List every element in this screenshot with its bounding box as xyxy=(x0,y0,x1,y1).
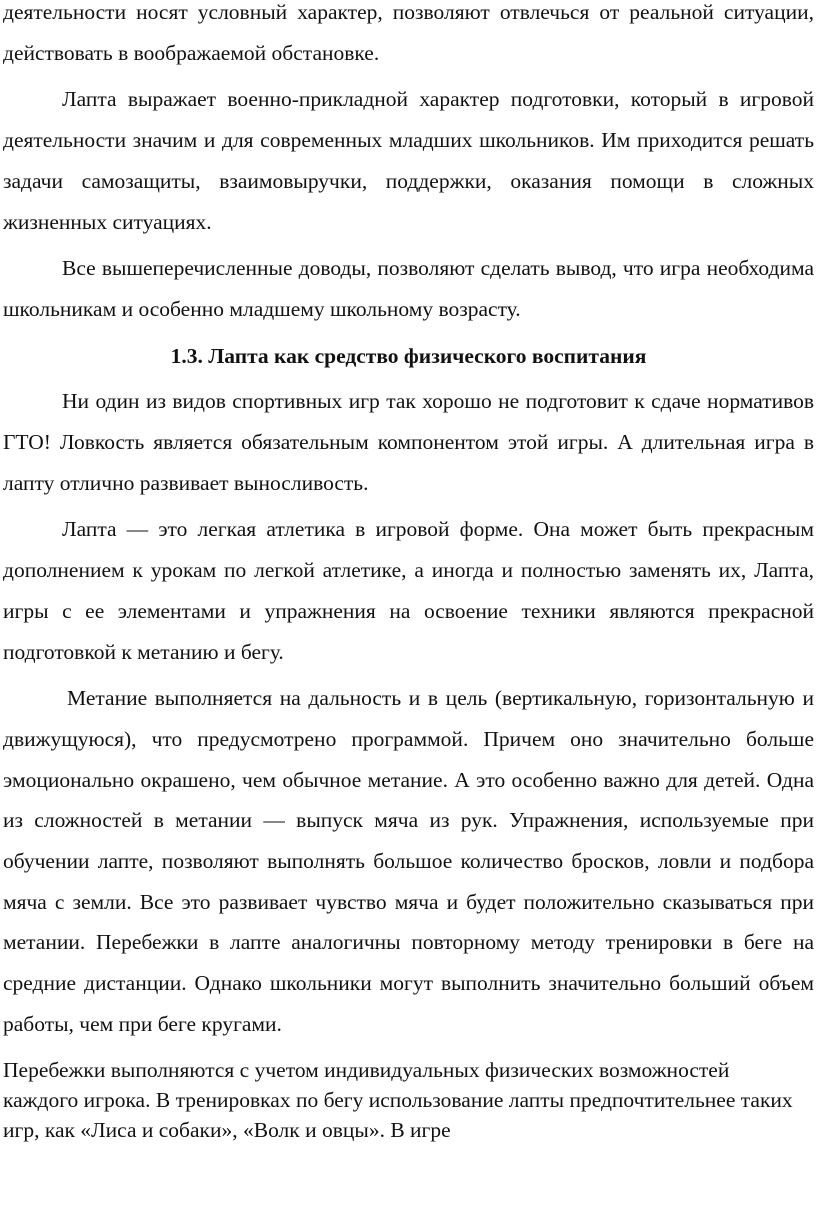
paragraph-throwing: Метание выполняется на дальность и в цель (вертикальную, горизонтальную и движущуюся), что предусмотрено программой. Причем оно значительно больше эмоционально окрашено, чем обычное метание. А это особенно важно для детей. Одна из сложностей в метании — выпуск мяча из рук. Упражнения, используемые при обучении лапте, позволяют выполнять большое количество бросков, ловли и подбора мяча с земли. Все это развивает чувство мяча и будет положительно сказываться при метании. Перебежки в лапте аналогичны повторному методу тренировки в беге на средние дистанции. Однако школьники могут выполнить значительно больший объем работы, чем при беге кругами. xyxy=(3,686,814,1036)
paragraph-conclusion: Все вышеперечисленные доводы, позволяют сделать вывод, что игра необходима школьникам и особенно младшему школьному возрасту. xyxy=(3,256,814,321)
paragraph-gto: Ни один из видов спортивных игр так хорошо не подготовит к сдаче нормативов ГТО! Ловкость является обязательным компонентом этой игры. А длительная игра в лапту отлично развивает выносливость. xyxy=(3,389,814,495)
paragraph-runs: Перебежки выполняются с учетом индивидуальных физических возможностей каждого игрока. В тренировках по бегу использование лапты предпочтительнее таких игр, как «Лиса и собаки», «Волк и овцы». В игре xyxy=(3,1057,793,1142)
paragraph-continuation: деятельности носят условный характер, позволяют отвлечься от реальной ситуации, действовать в воображаемой обстановке. xyxy=(3,0,814,65)
paragraph-lapta-military: Лапта выражает военно-прикладной характер подготовки, который в игровой деятельности значим и для современных младших школьников. Им приходится решать задачи самозащиты, взаимовыручки, поддержки, оказания помощи в сложных жизненных ситуациях. xyxy=(3,87,814,234)
paragraph-athletics: Лапта — это легкая атлетика в игровой форме. Она может быть прекрасным дополнением к урокам по легкой атлетике, а иногда и полностью заменять их, Лапта, игры с ее элементами и упражнения на освоение техники являются прекрасной подготовкой к метанию и бегу. xyxy=(3,517,814,664)
section-heading: 1.3. Лапта как средство физического воспитания xyxy=(170,343,647,368)
